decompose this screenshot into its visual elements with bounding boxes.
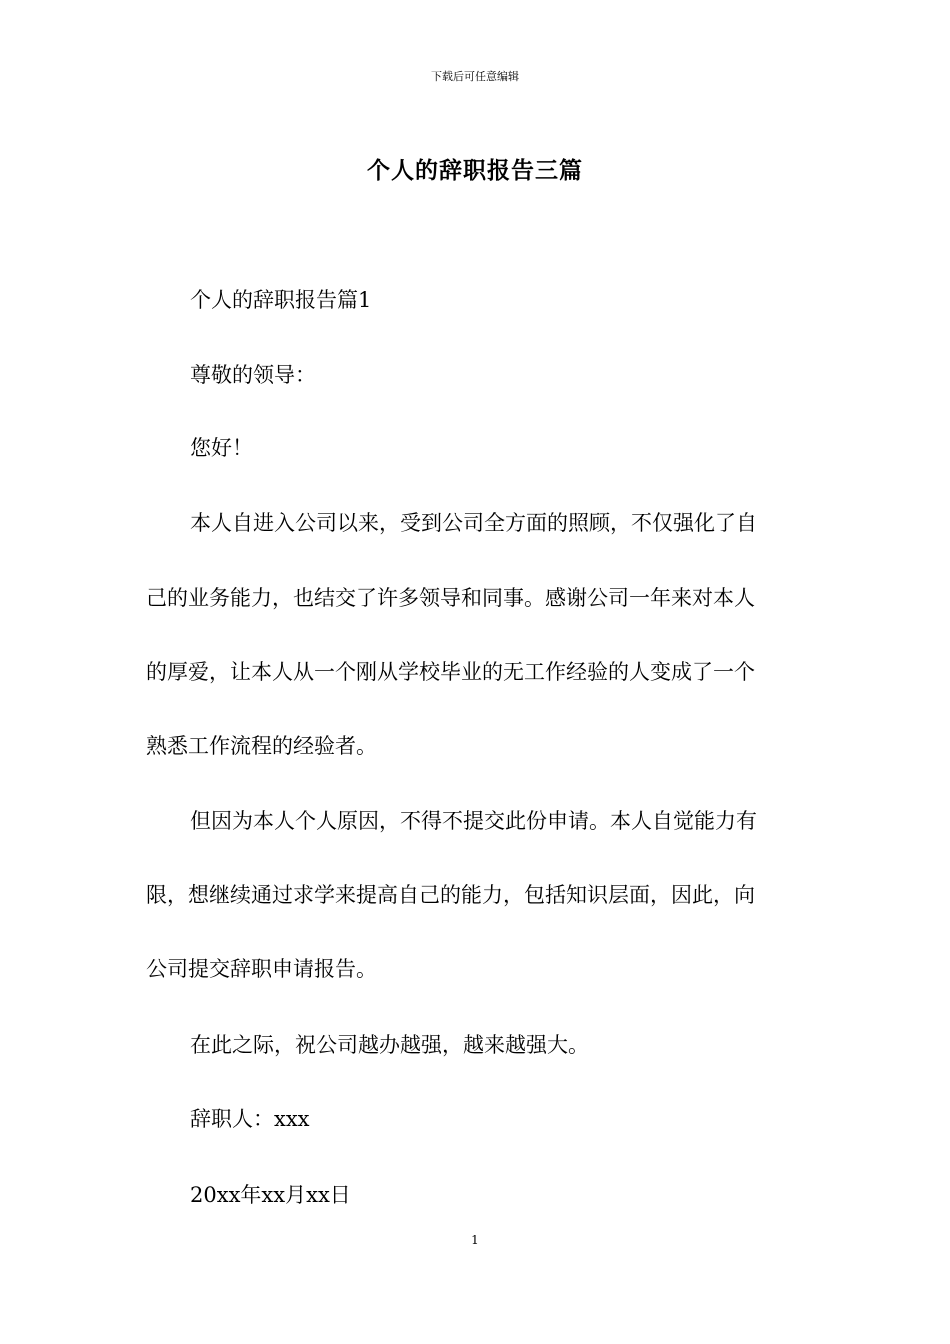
paragraph2-line2: 限，想继续通过求学来提高自己的能力，包括知识层面，因此，向 <box>146 883 755 907</box>
header-note: 下载后可任意编辑 <box>431 70 519 83</box>
date-line: 20xx年xx月xx日 <box>190 1183 351 1207</box>
greeting: 您好！ <box>190 436 253 460</box>
salutation: 尊敬的领导： <box>190 363 316 387</box>
document-title: 个人的辞职报告三篇 <box>367 157 583 184</box>
paragraph2-line3: 公司提交辞职申请报告。 <box>146 957 377 981</box>
paragraph1-line1: 本人自进入公司以来，受到公司全方面的照顾，不仅强化了自 <box>190 511 757 535</box>
paragraph1-line2: 己的业务能力，也结交了许多领导和同事。感谢公司一年来对本人 <box>146 586 755 610</box>
paragraph1-line4: 熟悉工作流程的经验者。 <box>146 734 377 758</box>
paragraph2-line1: 但因为本人个人原因，不得不提交此份申请。本人自觉能力有 <box>190 809 757 833</box>
page-number: 1 <box>471 1233 479 1247</box>
section-heading: 个人的辞职报告篇1 <box>190 288 372 312</box>
paragraph1-line3: 的厚爱，让本人从一个刚从学校毕业的无工作经验的人变成了一个 <box>146 660 755 684</box>
signature-line: 辞职人：xxx <box>190 1107 310 1131</box>
closing-line: 在此之际，祝公司越办越强，越来越强大。 <box>190 1033 589 1057</box>
